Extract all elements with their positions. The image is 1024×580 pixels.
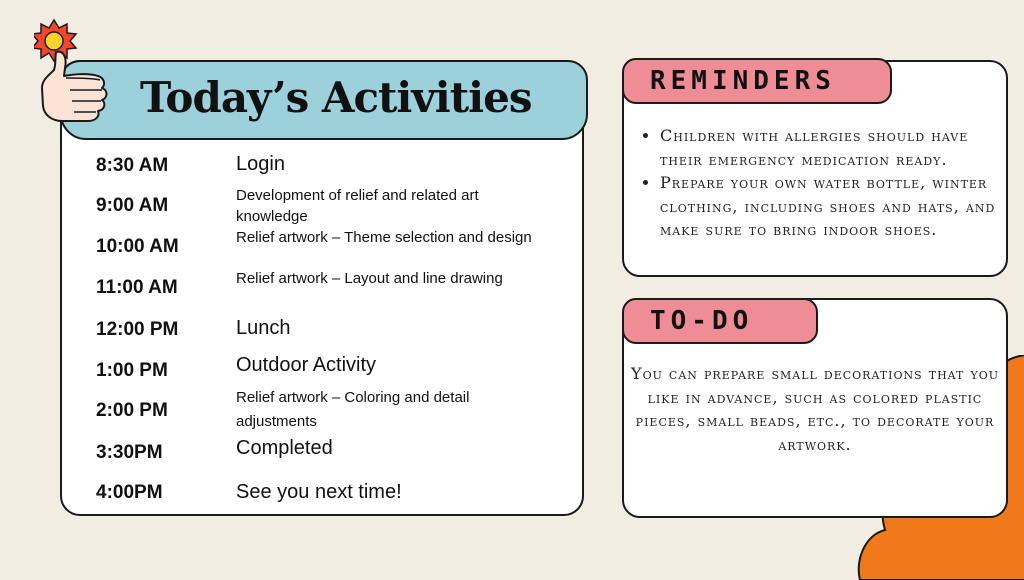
schedule-time: 4:00PM xyxy=(96,482,163,503)
schedule-time: 10:00 AM xyxy=(96,236,179,257)
schedule-activity: Completed xyxy=(236,437,333,459)
todo-text: You can prepare small decorations that you like in advance, such as colored plastic pieces, small beads, etc., to decorate your artwork. xyxy=(631,364,999,454)
thumbs-up-icon xyxy=(34,18,114,122)
schedule-title: Today’s Activities xyxy=(140,73,532,122)
schedule-time: 12:00 PM xyxy=(96,319,179,340)
todo-heading: TO-DO xyxy=(622,298,818,344)
schedule-time: 1:00 PM xyxy=(96,360,168,381)
schedule-time: 8:30 AM xyxy=(96,155,169,176)
schedule-time: 9:00 AM xyxy=(96,195,169,216)
reminders-list xyxy=(638,124,1012,242)
schedule-activity: Relief artwork – Theme selection and design xyxy=(236,229,532,246)
schedule-time: 3:30PM xyxy=(96,442,163,463)
schedule-activity: Development of relief and related art knowledge xyxy=(236,187,479,225)
schedule-activity: Lunch xyxy=(236,317,291,339)
reminder-item: • Children with allergies should have their emergency medication ready. xyxy=(660,124,1012,171)
reminder-item: • Prepare your own water bottle, winter clothing, including shoes and hats, and make sure to bring indoor shoes. xyxy=(660,171,1012,242)
schedule-activity: See you next time! xyxy=(236,481,402,503)
reminders-heading: REMINDERS xyxy=(622,58,892,104)
schedule-time: 11:00 AM xyxy=(96,277,178,298)
schedule-activity: Login xyxy=(236,153,285,175)
schedule-time: 2:00 PM xyxy=(96,400,168,421)
schedule-activity: Outdoor Activity xyxy=(236,354,377,376)
schedule-activity: Relief artwork – Coloring and detail adjustments xyxy=(236,389,470,430)
schedule-activity: Relief artwork – Layout and line drawing xyxy=(236,270,503,287)
